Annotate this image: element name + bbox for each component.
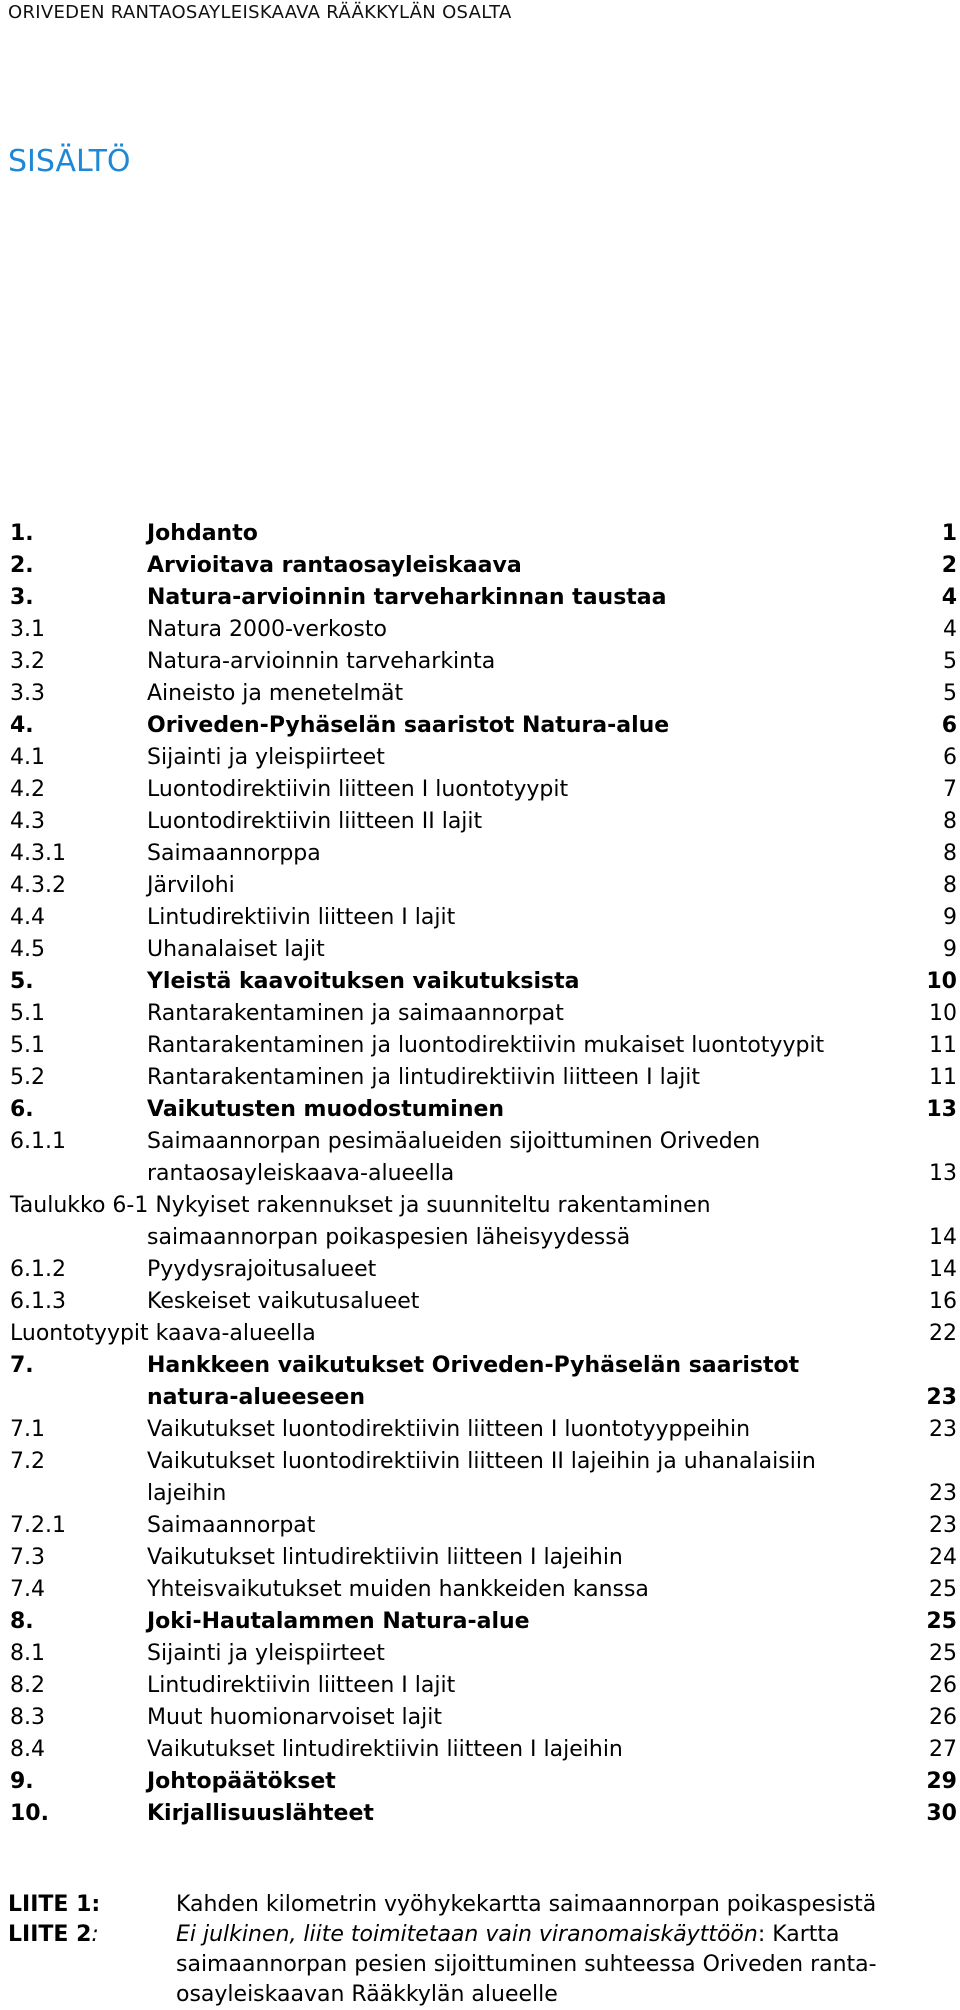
attachment-italic-note: Ei julkinen, liite toimitetaan vain viranomaiskäyttöön (176, 1922, 758, 1947)
toc-entry-number: 8. (10, 1609, 34, 1634)
toc-entry-title: Saimaannorpan pesimäalueiden sijoittuminen Oriveden rantaosayleiskaava-alueella (147, 1129, 761, 1186)
toc-entry[interactable] (0, 1094, 960, 1126)
toc-entry-title: Järvilohi (147, 873, 235, 898)
toc-entry-page: 24 (929, 1545, 957, 1570)
toc-entry[interactable] (0, 1350, 960, 1414)
toc-entry-title: Pyydysrajoitusalueet (147, 1257, 377, 1282)
toc-entry-page: 29 (926, 1769, 957, 1794)
toc-entry-number: 6.1.2 (10, 1257, 66, 1282)
toc-entry[interactable] (0, 582, 960, 614)
toc-entry-page: 11 (929, 1065, 957, 1090)
toc-entry-page: 22 (929, 1321, 957, 1346)
attachment-label-text: LIITE 1 (8, 1892, 92, 1917)
toc-entry-page: 10 (929, 1001, 957, 1026)
toc-entry-number: 7. (10, 1353, 34, 1378)
toc-entry[interactable] (0, 1062, 960, 1094)
toc-entry[interactable] (0, 1798, 960, 1830)
toc-entry-title: Saimaannorppa (147, 841, 321, 866)
toc-entry-number: 5.1 (10, 1001, 45, 1026)
toc-entry-number: 4.5 (10, 937, 45, 962)
toc-entry[interactable] (0, 1606, 960, 1638)
toc-entry-number: 9. (10, 1769, 34, 1794)
toc-entry-number: 3. (10, 585, 34, 610)
toc-entry-page: 23 (929, 1513, 957, 1538)
toc-entry-page: 9 (943, 905, 957, 930)
toc-entry-number: 2. (10, 553, 34, 578)
toc-entry-number: 4.2 (10, 777, 45, 802)
toc-entry-title: Natura 2000-verkosto (147, 617, 387, 642)
toc-entry-title: Johtopäätökset (147, 1769, 336, 1794)
attachment-description (176, 1890, 930, 1920)
toc-entry-title: Arvioitava rantaosayleiskaava (147, 553, 522, 578)
toc-entry-number: 3.3 (10, 681, 45, 706)
toc-entry-title: Luontodirektiivin liitteen II lajit (147, 809, 483, 834)
toc-entry-page: 26 (929, 1705, 957, 1730)
page-title: SISÄLTÖ (8, 144, 131, 179)
toc-entry[interactable] (0, 966, 960, 998)
toc-entry-page: 10 (926, 969, 957, 994)
toc-entry[interactable] (0, 1254, 960, 1286)
toc-entry[interactable] (0, 1574, 960, 1606)
toc-entry[interactable] (0, 998, 960, 1030)
toc-entry-title: Rantarakentaminen ja saimaannorpat (147, 1001, 564, 1026)
toc-entry-number: 6. (10, 1097, 34, 1122)
attachments-list (0, 1890, 960, 2010)
toc-entry-title: Taulukko 6-1 Nykyiset rakennukset ja suunniteltu rakentaminen saimaannorpan poikaspesien läheisyydessä (10, 1190, 860, 1254)
toc-entry-title: Natura-arvioinnin tarveharkinnan taustaa (147, 585, 667, 610)
toc-entry-number: 3.2 (10, 649, 45, 674)
toc-entry-title: Hankkeen vaikutukset Oriveden-Pyhäselän saaristot natura-alueeseen (147, 1353, 800, 1410)
toc-entry-page: 4 (943, 617, 957, 642)
toc-entry[interactable] (0, 1542, 960, 1574)
attachment-text: Kahden kilometrin vyöhykekartta saimaannorpan poikaspesistä (176, 1892, 877, 1917)
toc-entry-title: Saimaannorpat (147, 1513, 316, 1538)
toc-entry-title: Vaikutukset lintudirektiivin liitteen I lajeihin (147, 1737, 623, 1762)
toc-entry-page: 5 (943, 681, 957, 706)
table-of-contents (0, 518, 960, 1830)
toc-entry[interactable] (0, 870, 960, 902)
toc-entry-page: 5 (943, 649, 957, 674)
toc-entry[interactable] (0, 646, 960, 678)
toc-entry-number: 5.2 (10, 1065, 45, 1090)
toc-entry-number: 6.1.1 (10, 1129, 66, 1154)
toc-entry-page: 6 (943, 745, 957, 770)
toc-entry-number: 8.4 (10, 1737, 45, 1762)
toc-entry-number: 7.1 (10, 1417, 45, 1442)
toc-entry-title: Rantarakentaminen ja lintudirektiivin liitteen I lajit (147, 1065, 701, 1090)
toc-entry-title-continuation: saimaannorpan poikaspesien läheisyydessä (147, 1225, 631, 1250)
toc-entry-title: Sijainti ja yleispiirteet (147, 745, 385, 770)
toc-entry-title: Vaikutukset luontodirektiivin liitteen I luontotyyppeihin (147, 1417, 751, 1442)
toc-entry-page: 1 (941, 521, 957, 546)
toc-entry-page: 8 (943, 841, 957, 866)
toc-entry-page: 9 (943, 937, 957, 962)
toc-entry-number: 5.1 (10, 1033, 45, 1058)
toc-entry-page: 27 (929, 1737, 957, 1762)
toc-entry[interactable] (0, 518, 960, 550)
toc-entry-number: 7.2 (10, 1449, 45, 1474)
toc-entry[interactable] (0, 1446, 960, 1510)
attachment-label (8, 1890, 100, 1920)
toc-entry-title: Kirjallisuuslähteet (147, 1801, 374, 1826)
toc-entry-page: 25 (926, 1609, 957, 1634)
toc-entry[interactable] (0, 1030, 960, 1062)
toc-entry-number: 8.2 (10, 1673, 45, 1698)
toc-entry-number: 4.1 (10, 745, 45, 770)
toc-entry-page: 16 (929, 1289, 957, 1314)
toc-entry-page: 26 (929, 1673, 957, 1698)
toc-entry-title: Sijainti ja yleispiirteet (147, 1641, 385, 1666)
toc-entry[interactable] (0, 742, 960, 774)
toc-entry[interactable] (0, 550, 960, 582)
toc-entry-title: Vaikutukset lintudirektiivin liitteen I lajeihin (147, 1545, 623, 1570)
toc-entry[interactable] (0, 1638, 960, 1670)
toc-entry-number: 7.2.1 (10, 1513, 66, 1538)
toc-entry-title: Lintudirektiivin liitteen I lajit (147, 905, 456, 930)
toc-entry-page: 14 (929, 1257, 957, 1282)
attachment-item (0, 1890, 960, 1920)
toc-entry[interactable] (0, 902, 960, 934)
toc-entry-title: Keskeiset vaikutusalueet (147, 1289, 420, 1314)
toc-entry[interactable] (0, 1286, 960, 1318)
toc-entry-number: 6.1.3 (10, 1289, 66, 1314)
toc-entry-number: 8.3 (10, 1705, 45, 1730)
toc-entry[interactable] (0, 1734, 960, 1766)
toc-entry-number: 4.3 (10, 809, 45, 834)
toc-entry[interactable] (0, 1414, 960, 1446)
toc-entry-page: 8 (943, 809, 957, 834)
toc-entry-page: 2 (941, 553, 957, 578)
toc-entry-title: Yhteisvaikutukset muiden hankkeiden kanssa (147, 1577, 649, 1602)
toc-entry-page: 6 (941, 713, 957, 738)
toc-entry-title: Luontodirektiivin liitteen I luontotyypit (147, 777, 569, 802)
toc-entry-page: 23 (929, 1417, 957, 1442)
toc-entry[interactable] (0, 1126, 960, 1190)
toc-entry[interactable] (0, 806, 960, 838)
toc-entry-number: 8.1 (10, 1641, 45, 1666)
toc-entry-page: 25 (929, 1641, 957, 1666)
attachment-item (0, 1920, 960, 2010)
toc-entry[interactable] (0, 1190, 960, 1254)
toc-entry-page: 13 (929, 1161, 957, 1186)
toc-entry-title: Rantarakentaminen ja luontodirektiivin mukaiset luontotyypit (147, 1033, 825, 1058)
attachment-label-text: LIITE 2 (8, 1922, 92, 1947)
toc-entry-page: 11 (929, 1033, 957, 1058)
toc-entry-page: 7 (943, 777, 957, 802)
toc-entry-number: 4. (10, 713, 34, 738)
toc-entry-title: Vaikutukset luontodirektiivin liitteen II lajeihin ja uhanalaisiin lajeihin (147, 1449, 816, 1506)
toc-entry[interactable] (0, 838, 960, 870)
toc-entry-number: 10. (10, 1801, 49, 1826)
toc-entry-number: 7.3 (10, 1545, 45, 1570)
toc-entry[interactable] (0, 1702, 960, 1734)
toc-entry[interactable] (0, 710, 960, 742)
toc-entry-number: 4.4 (10, 905, 45, 930)
toc-entry-title: Aineisto ja menetelmät (147, 681, 404, 706)
toc-entry-number: 7.4 (10, 1577, 45, 1602)
toc-entry-title: Yleistä kaavoituksen vaikutuksista (147, 969, 580, 994)
toc-entry-page: 14 (929, 1225, 957, 1250)
toc-entry-title: Uhanalaiset lajit (147, 937, 325, 962)
toc-entry[interactable] (0, 1766, 960, 1798)
toc-entry[interactable] (0, 614, 960, 646)
attachment-description (176, 1920, 930, 2010)
toc-entry-page: 13 (926, 1097, 957, 1122)
toc-entry-title: Luontotyypit kaava-alueella (10, 1321, 316, 1346)
toc-entry-page: 25 (929, 1577, 957, 1602)
toc-entry-page: 23 (926, 1385, 957, 1410)
toc-entry[interactable] (0, 678, 960, 710)
toc-entry[interactable] (0, 1510, 960, 1542)
attachment-label (8, 1920, 99, 1950)
toc-entry-title: Joki-Hautalammen Natura-alue (147, 1609, 530, 1634)
attachment-text: : Kartta saimaannorpan pesien sijoittuminen suhteessa Oriveden ranta-osayleiskaavan Rääkkylän alueelle (176, 1922, 877, 2007)
toc-entry[interactable] (0, 1318, 960, 1350)
toc-entry-title: Natura-arvioinnin tarveharkinta (147, 649, 496, 674)
attachment-label-separator: : (91, 1892, 101, 1917)
toc-entry-number: 1. (10, 521, 34, 546)
toc-entry-title: Vaikutusten muodostuminen (147, 1097, 505, 1122)
toc-entry-number: 3.1 (10, 617, 45, 642)
toc-entry[interactable] (0, 934, 960, 966)
toc-entry-title: Johdanto (147, 521, 258, 546)
toc-entry[interactable] (0, 774, 960, 806)
toc-entry-page: 30 (926, 1801, 957, 1826)
toc-entry-title: Muut huomionarvoiset lajit (147, 1705, 442, 1730)
attachment-label-separator: : (91, 1922, 99, 1947)
toc-entry-page: 23 (929, 1481, 957, 1506)
running-header: ORIVEDEN RANTAOSAYLEISKAAVA RÄÄKKYLÄN OSALTA (8, 2, 512, 23)
toc-entry-title: Lintudirektiivin liitteen I lajit (147, 1673, 456, 1698)
toc-entry-number: 5. (10, 969, 34, 994)
toc-entry-number: 4.3.2 (10, 873, 66, 898)
toc-entry-number: 4.3.1 (10, 841, 66, 866)
toc-entry-title: Oriveden-Pyhäselän saaristot Natura-alue (147, 713, 670, 738)
toc-entry[interactable] (0, 1670, 960, 1702)
toc-entry-page: 8 (943, 873, 957, 898)
toc-entry-page: 4 (941, 585, 957, 610)
